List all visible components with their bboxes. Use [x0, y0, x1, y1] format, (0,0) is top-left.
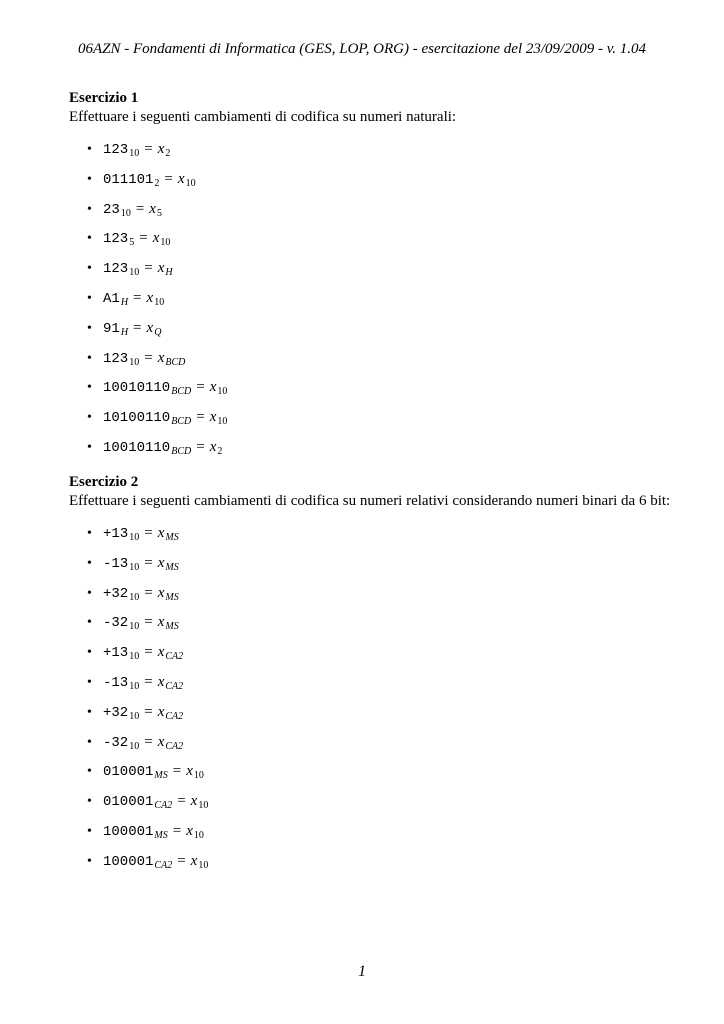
target-base: MS — [165, 591, 179, 603]
source-base: 10 — [129, 561, 140, 573]
equals-sign: = — [196, 409, 205, 426]
source-base: H — [120, 326, 129, 338]
equals-sign: = — [172, 763, 182, 780]
source-number: 10010110 — [103, 439, 171, 456]
source-number: 23 — [103, 201, 120, 218]
source-base: CA2 — [154, 800, 173, 812]
list-item — [69, 344, 689, 374]
equals-sign: = — [133, 289, 142, 306]
unknown-variable: x — [157, 733, 165, 750]
equals-sign: = — [172, 822, 182, 839]
source-base: 10 — [129, 267, 140, 279]
target-base: CA2 — [165, 710, 184, 722]
equals-sign: = — [144, 141, 153, 157]
bullet-icon: • — [87, 734, 92, 750]
equals-sign: = — [144, 644, 153, 661]
source-base: 10 — [129, 356, 140, 368]
list-item — [69, 403, 689, 433]
equals-sign: = — [144, 584, 153, 601]
unknown-variable: x — [157, 673, 165, 690]
list-item — [69, 519, 689, 549]
bullet-icon: • — [87, 585, 92, 601]
target-base: 10 — [217, 416, 228, 428]
exercise-2 — [69, 473, 689, 877]
source-base: 10 — [129, 680, 140, 692]
equals-sign: = — [144, 614, 153, 631]
unknown-variable: x — [146, 289, 154, 306]
list-item — [69, 728, 689, 758]
unknown-variable: x — [209, 438, 217, 455]
bullet-icon: • — [87, 853, 92, 869]
source-base: 10 — [129, 651, 140, 663]
bullet-icon: • — [87, 171, 92, 187]
source-base: 10 — [129, 532, 140, 543]
page-header: 06AZN - Fondamenti di Informatica (GES, LOP, ORG) - esercitazione del 23/09/2009 - v. 1.04 — [78, 41, 646, 57]
exercise-2-list — [69, 519, 689, 877]
list-item — [69, 549, 689, 579]
source-number: 011101 — [103, 171, 154, 188]
unknown-variable: x — [157, 554, 165, 571]
target-base: BCD — [165, 356, 186, 368]
list-item — [69, 579, 689, 609]
exercise-2-description: Effettuare i seguenti cambiamenti di codifica su numeri relativi considerando numeri binari da 6 bit: — [69, 493, 671, 509]
bullet-icon: • — [87, 261, 92, 277]
target-base: 10 — [198, 800, 209, 812]
equals-sign: = — [133, 319, 142, 336]
list-item — [69, 195, 689, 225]
list-item — [69, 608, 689, 638]
bullet-icon: • — [87, 439, 92, 455]
source-base: 10 — [120, 207, 131, 219]
equals-sign: = — [144, 349, 153, 366]
unknown-variable: x — [157, 584, 165, 601]
unknown-variable: x — [177, 170, 185, 187]
source-base: MS — [154, 829, 168, 841]
target-base: MS — [165, 621, 179, 633]
unknown-variable: x — [157, 349, 165, 366]
source-number: 91 — [103, 320, 120, 337]
unknown-variable: x — [186, 822, 193, 839]
list-item — [69, 698, 689, 728]
bullet-icon: • — [87, 320, 92, 336]
equals-sign: = — [177, 793, 186, 810]
target-base: 10 — [185, 177, 196, 189]
bullet-icon: • — [87, 526, 92, 541]
bullet-icon: • — [87, 704, 92, 720]
source-number: +32 — [103, 704, 129, 721]
source-number: -32 — [103, 734, 129, 751]
exercise-1-list — [69, 135, 689, 463]
source-number: +13 — [103, 526, 129, 542]
target-base: CA2 — [165, 651, 184, 663]
source-base: BCD — [171, 445, 192, 457]
unknown-variable: x — [209, 379, 217, 396]
list-item — [69, 373, 689, 403]
exercise-1-description: Effettuare i seguenti cambiamenti di codifica su numeri naturali: — [69, 109, 457, 125]
source-number: +32 — [103, 585, 129, 602]
unknown-variable: x — [157, 141, 165, 157]
unknown-variable: x — [157, 260, 165, 277]
unknown-variable: x — [157, 703, 165, 720]
bullet-icon: • — [87, 645, 92, 661]
list-item — [69, 314, 689, 344]
list-item — [69, 757, 689, 787]
source-base: H — [120, 296, 129, 308]
target-base: 2 — [165, 148, 171, 159]
bullet-icon: • — [87, 615, 92, 631]
equals-sign: = — [144, 673, 153, 690]
source-number: -32 — [103, 615, 129, 632]
target-base: 10 — [193, 829, 204, 841]
exercise-1-title: Esercizio 1 — [69, 90, 139, 106]
list-item — [69, 847, 689, 877]
equals-sign: = — [144, 260, 153, 277]
source-base: CA2 — [154, 859, 173, 871]
target-base: MS — [165, 561, 179, 573]
source-base: 10 — [129, 148, 140, 159]
source-base: BCD — [171, 416, 192, 428]
exercise-1 — [69, 89, 689, 463]
list-item — [69, 668, 689, 698]
source-number: 123 — [103, 261, 129, 278]
source-number: 123 — [103, 231, 129, 248]
source-number: +13 — [103, 645, 129, 662]
equals-sign: = — [144, 525, 153, 541]
bullet-icon: • — [87, 142, 92, 157]
source-base: 10 — [129, 710, 140, 722]
target-base: 10 — [160, 237, 171, 249]
equals-sign: = — [139, 230, 148, 247]
bullet-icon: • — [87, 350, 92, 366]
source-number: 123 — [103, 142, 129, 158]
exercise-2-title: Esercizio 2 — [69, 474, 139, 490]
source-number: -13 — [103, 674, 129, 691]
target-base: Q — [154, 326, 162, 338]
source-number: 10010110 — [103, 380, 171, 397]
bullet-icon: • — [87, 410, 92, 426]
target-base: 10 — [217, 386, 228, 398]
bullet-icon: • — [87, 764, 92, 780]
equals-sign: = — [144, 703, 153, 720]
bullet-icon: • — [87, 201, 92, 217]
list-item — [69, 165, 689, 195]
unknown-variable: x — [209, 409, 217, 426]
target-base: CA2 — [165, 680, 184, 692]
list-item — [69, 817, 689, 847]
unknown-variable: x — [157, 525, 165, 541]
source-number: 010001 — [103, 764, 154, 781]
unknown-variable: x — [152, 230, 160, 247]
equals-sign: = — [177, 852, 186, 869]
equals-sign: = — [144, 733, 153, 750]
target-base: H — [165, 267, 173, 279]
source-number: A1 — [103, 290, 120, 307]
source-number: 100001 — [103, 823, 154, 840]
target-base: 5 — [156, 207, 162, 219]
bullet-icon: • — [87, 231, 92, 247]
equals-sign: = — [135, 200, 145, 217]
unknown-variable: x — [146, 319, 154, 336]
bullet-icon: • — [87, 380, 92, 396]
list-item — [69, 284, 689, 314]
unknown-variable: x — [157, 614, 165, 631]
bullet-icon: • — [87, 555, 92, 571]
list-item — [69, 254, 689, 284]
source-base: 2 — [154, 177, 160, 189]
equals-sign: = — [196, 379, 205, 396]
unknown-variable: x — [190, 852, 198, 869]
target-base: CA2 — [165, 740, 184, 752]
source-number: 10100110 — [103, 410, 171, 427]
bullet-icon: • — [87, 290, 92, 306]
list-item — [69, 224, 689, 254]
source-base: MS — [154, 770, 168, 782]
unknown-variable: x — [157, 644, 165, 661]
bullet-icon: • — [87, 794, 92, 810]
source-base: 5 — [129, 237, 135, 249]
source-number: -13 — [103, 555, 129, 572]
page-number: 1 — [358, 963, 366, 980]
source-number: 100001 — [103, 853, 154, 870]
target-base: 2 — [217, 445, 223, 457]
list-item — [69, 135, 689, 165]
unknown-variable: x — [149, 200, 156, 217]
list-item — [69, 433, 689, 463]
equals-sign: = — [164, 170, 173, 187]
source-number: 010001 — [103, 794, 154, 811]
list-item — [69, 638, 689, 668]
equals-sign: = — [144, 554, 153, 571]
source-base: 10 — [129, 591, 140, 603]
bullet-icon: • — [87, 823, 92, 839]
unknown-variable: x — [190, 793, 198, 810]
source-number: 123 — [103, 350, 129, 367]
source-base: 10 — [129, 740, 140, 752]
target-base: 10 — [198, 859, 209, 871]
list-item — [69, 787, 689, 817]
target-base: MS — [165, 532, 179, 543]
equals-sign: = — [196, 438, 205, 455]
source-base: 10 — [129, 621, 140, 633]
target-base: 10 — [154, 296, 165, 308]
bullet-icon: • — [87, 674, 92, 690]
unknown-variable: x — [186, 763, 193, 780]
source-base: BCD — [171, 386, 192, 398]
target-base: 10 — [193, 770, 204, 782]
